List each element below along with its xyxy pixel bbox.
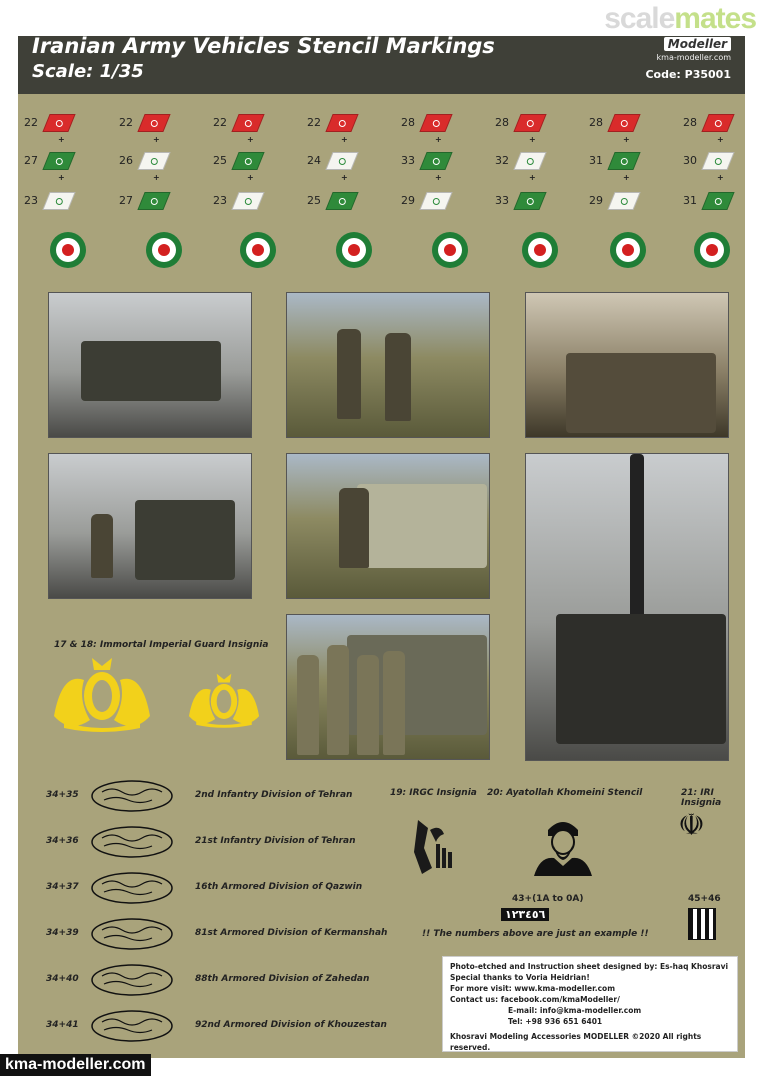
division-stencil-stamp (90, 916, 174, 952)
flag-emblem (715, 120, 722, 127)
plus-sign: + (529, 135, 536, 144)
iranian-roundel (240, 232, 276, 268)
iranian-roundel (146, 232, 182, 268)
flag-number: 29 (589, 194, 603, 207)
credit-line: Special thanks to Voria Heidrian! (450, 973, 590, 982)
plus-sign: + (341, 173, 348, 182)
photo-crew-on-tank (525, 292, 729, 438)
division-name: 81st Armored Division of Kermanshah (195, 928, 388, 938)
division-name: 88th Armored Division of Zahedan (195, 974, 370, 984)
plus-sign: + (341, 135, 348, 144)
vehicle-shape (357, 484, 487, 568)
flag-number: 28 (495, 116, 509, 129)
division-row (18, 868, 438, 908)
soldier-figure (337, 329, 361, 419)
flag-emblem (56, 198, 63, 205)
flag-emblem (621, 158, 628, 165)
division-name: 16th Armored Division of Qazwin (195, 882, 363, 892)
division-code: 34+41 (46, 1020, 79, 1030)
credit-line: E-mail: info@kma-modeller.com (508, 1006, 642, 1015)
plus-sign: + (435, 173, 442, 182)
flag-emblem (715, 198, 722, 205)
division-row (18, 1006, 438, 1046)
division-row (18, 822, 438, 862)
plus-sign: + (153, 173, 160, 182)
numbers-note: !! The numbers above are just an example !! (422, 929, 649, 939)
flag-marking (325, 152, 358, 170)
division-stencil-stamp (90, 962, 174, 998)
header (18, 36, 745, 94)
iranian-roundel (610, 232, 646, 268)
plus-sign: + (247, 173, 254, 182)
flag-marking (419, 192, 452, 210)
imperial-guard-title: 17 & 18: Immortal Imperial Guard Insignia (54, 640, 269, 650)
watermark-part-b: mates (674, 2, 756, 35)
flag-marking (42, 152, 75, 170)
soldier-figure (357, 655, 379, 755)
division-row (18, 960, 438, 1000)
flag-emblem (527, 120, 534, 127)
plus-sign: + (58, 173, 65, 182)
iri-insignia: ☫ (678, 808, 705, 843)
vehicle-shape (556, 614, 726, 744)
plus-sign: + (623, 173, 630, 182)
flag-marking (42, 192, 75, 210)
iranian-roundel (50, 232, 86, 268)
flag-emblem (433, 120, 440, 127)
flag-marking (513, 152, 546, 170)
flag-number: 23 (24, 194, 38, 207)
flag-emblem (151, 158, 158, 165)
flag-number: 22 (24, 116, 38, 129)
vehicle-shape (135, 500, 235, 580)
flag-number: 28 (683, 116, 697, 129)
flag-number: 27 (119, 194, 133, 207)
division-row (18, 914, 438, 954)
numbers-example: ١٢٣٤٥٦ (501, 908, 549, 921)
flag-emblem (621, 120, 628, 127)
flag-number: 28 (401, 116, 415, 129)
flag-marking (419, 114, 452, 132)
vehicle-shape (566, 353, 716, 433)
decal-sheet (18, 36, 745, 1058)
soldier-figure (91, 514, 113, 578)
division-name: 21st Infantry Division of Tehran (195, 836, 356, 846)
division-stencil-stamp (90, 778, 174, 814)
flag-marking (607, 192, 640, 210)
flag-emblem (245, 198, 252, 205)
flag-marking (325, 192, 358, 210)
photo-tank-gun (525, 453, 729, 761)
division-code: 34+37 (46, 882, 79, 892)
plus-sign: + (529, 173, 536, 182)
flag-marking (325, 114, 358, 132)
flag-marking (137, 114, 170, 132)
iranian-roundel (522, 232, 558, 268)
flag-emblem (433, 158, 440, 165)
flag-number: 25 (213, 154, 227, 167)
soldier-figure (327, 645, 349, 755)
credit-line: Khosravi Modeling Accessories MODELLER ©2020 All rights reserved. (450, 1032, 702, 1052)
watermark-part-a: scale (604, 2, 675, 35)
credit-line: For more visit: www.kma-modeller.com (450, 984, 616, 993)
flag-number: 23 (213, 194, 227, 207)
imperial-guard-insignia-large (50, 656, 154, 732)
division-name: 2nd Infantry Division of Tehran (195, 790, 353, 800)
photo-azadi-tower-vehicle (48, 453, 252, 599)
photo-soldier-by-tank (286, 453, 490, 599)
iranian-roundel (432, 232, 468, 268)
flag-emblem (245, 158, 252, 165)
scalemates-watermark (604, 2, 756, 36)
numbers-code: 43+(1A to 0A) (512, 894, 584, 904)
flag-marking (137, 192, 170, 210)
flag-number: 26 (119, 154, 133, 167)
flag-number: 33 (401, 154, 415, 167)
soldier-figure (339, 488, 369, 568)
flag-emblem (433, 198, 440, 205)
flag-number: 29 (401, 194, 415, 207)
flag-number: 31 (589, 154, 603, 167)
iranian-roundel (336, 232, 372, 268)
iranian-roundel (694, 232, 730, 268)
flag-emblem (339, 120, 346, 127)
plus-sign: + (717, 135, 724, 144)
soldier-figure (297, 655, 319, 755)
flag-marking (607, 152, 640, 170)
soldier-figure (385, 333, 411, 421)
flag-marking (701, 192, 734, 210)
flag-number: 28 (589, 116, 603, 129)
division-stencil-stamp (90, 1008, 174, 1044)
credit-line: Contact us: facebook.com/kmaModeller/ (450, 995, 620, 1004)
division-row (18, 776, 438, 816)
flag-marking (607, 114, 640, 132)
photo-apc-parade (48, 292, 252, 438)
flag-number: 22 (213, 116, 227, 129)
plus-sign: + (58, 135, 65, 144)
division-code: 34+39 (46, 928, 79, 938)
flag-marking (231, 152, 264, 170)
flag-number: 31 (683, 194, 697, 207)
brand-logo: Modeller (664, 37, 731, 51)
irgc-insignia (410, 816, 456, 878)
division-code: 34+35 (46, 790, 79, 800)
plus-sign: + (435, 135, 442, 144)
division-code: 34+36 (46, 836, 79, 846)
flag-emblem (339, 158, 346, 165)
flag-marking (513, 114, 546, 132)
flag-emblem (151, 120, 158, 127)
iri-label: 21: IRI Insignia (681, 788, 722, 808)
flag-number: 25 (307, 194, 321, 207)
flag-marking (419, 152, 452, 170)
photo-soldiers-apc (286, 292, 490, 438)
credit-line: Tel: +98 936 651 6401 (508, 1017, 603, 1026)
credit-line: Photo-etched and Instruction sheet designed by: Es-haq Khosravi (450, 962, 729, 971)
flag-marking (231, 114, 264, 132)
stripes-code: 45+46 (688, 894, 721, 904)
plus-sign: + (717, 173, 724, 182)
flag-number: 22 (307, 116, 321, 129)
flag-emblem (56, 158, 63, 165)
plus-sign: + (153, 135, 160, 144)
flag-marking (701, 114, 734, 132)
flag-marking (701, 152, 734, 170)
imperial-guard-insignia-small (186, 672, 262, 728)
photo-group-by-tank (286, 614, 490, 760)
division-stencil-stamp (90, 824, 174, 860)
footer-url: kma-modeller.com (0, 1054, 151, 1076)
soldier-figure (383, 651, 405, 755)
plus-sign: + (623, 135, 630, 144)
plus-sign: + (247, 135, 254, 144)
flag-emblem (56, 120, 63, 127)
flag-number: 30 (683, 154, 697, 167)
khomeini-stencil (532, 816, 594, 876)
flag-number: 27 (24, 154, 38, 167)
flag-number: 33 (495, 194, 509, 207)
product-code: Code: P35001 (645, 68, 731, 81)
flag-marking (42, 114, 75, 132)
tank-barrel (630, 454, 644, 624)
irgc-label: 19: IRGC Insignia (390, 788, 477, 798)
vehicle-shape (81, 341, 221, 401)
credits-box (442, 956, 738, 1052)
flag-number: 24 (307, 154, 321, 167)
flag-number: 32 (495, 154, 509, 167)
flag-emblem (621, 198, 628, 205)
flag-emblem (715, 158, 722, 165)
division-stencil-stamp (90, 870, 174, 906)
division-code: 34+40 (46, 974, 79, 984)
khomeini-label: 20: Ayatollah Khomeini Stencil (487, 788, 643, 798)
flag-marking (137, 152, 170, 170)
division-name: 92nd Armored Division of Khouzestan (195, 1020, 387, 1030)
flag-emblem (245, 120, 252, 127)
sheet-scale: Scale: 1/35 (32, 61, 144, 82)
flag-emblem (527, 198, 534, 205)
sheet-title: Iranian Army Vehicles Stencil Markings (32, 34, 495, 58)
flag-number: 22 (119, 116, 133, 129)
stripes-marking (688, 908, 716, 940)
flag-marking (231, 192, 264, 210)
flag-emblem (339, 198, 346, 205)
brand-url: kma-modeller.com (656, 53, 731, 62)
flag-emblem (527, 158, 534, 165)
flag-marking (513, 192, 546, 210)
flag-emblem (151, 198, 158, 205)
